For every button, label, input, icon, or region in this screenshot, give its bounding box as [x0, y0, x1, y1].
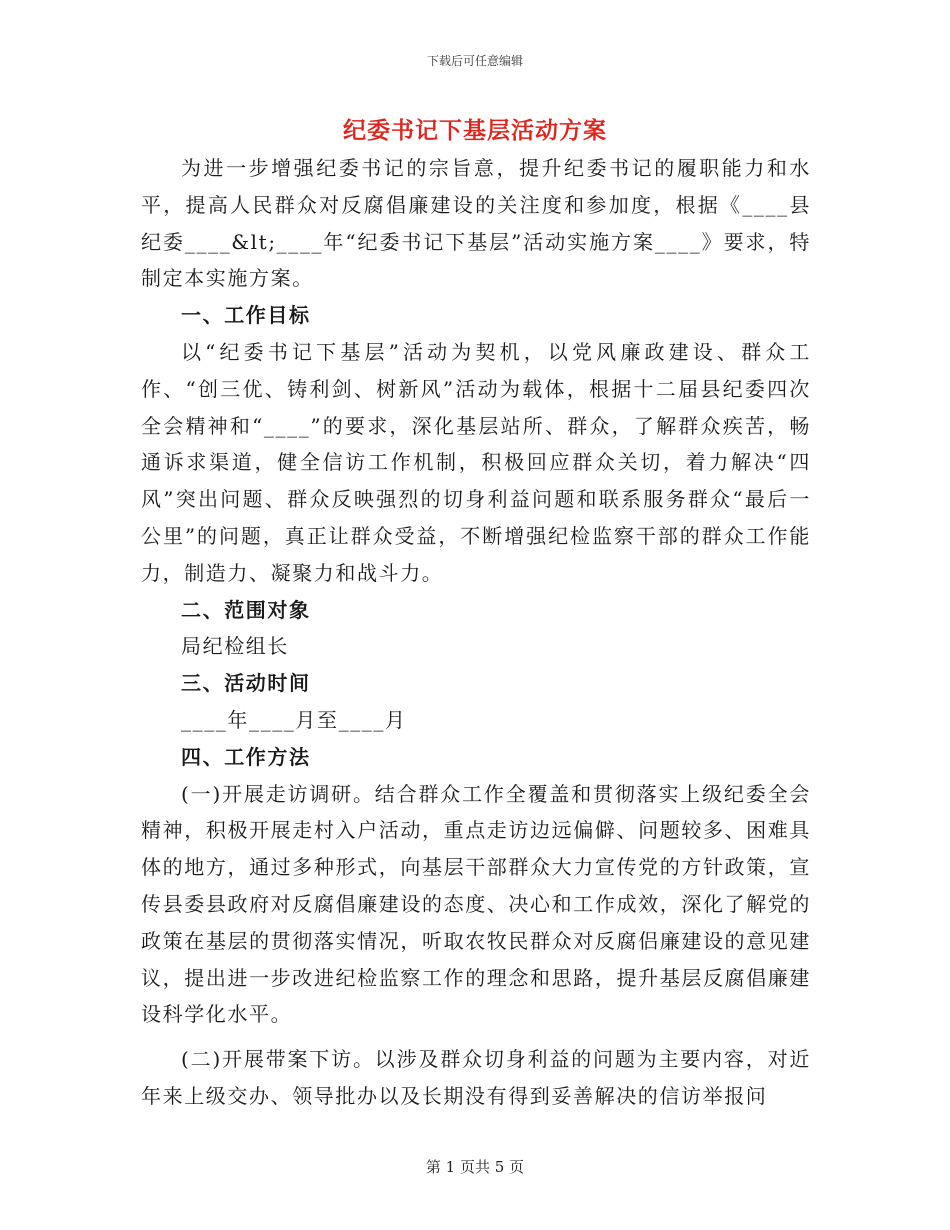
- section-heading-methods: 四、工作方法: [181, 744, 311, 769]
- section-heading-scope: 二、范围对象: [181, 597, 311, 622]
- section-heading-time: 三、活动时间: [181, 671, 311, 696]
- document-body: [141, 150, 811, 1115]
- page-footer: 第 1 页共 5 页: [425, 1158, 525, 1176]
- header-note: 下载后可任意编辑: [426, 54, 523, 68]
- goals-paragraph: 以“纪委书记下基层”活动为契机，以党风廉政建设、群众工作、“创三优、铸利剑、树新风”活动为载体，根据十二届县纪委四次全会精神和“____”的要求，深化基层站所、群众，了解群众疾苦，畅通诉求渠道，健全信访工作机制，积极回应群众关切，着力解决“四风”突出问题、群众反映强烈的切身利益问题和联系服务群众“最后一公里”的问题，真正让群众受益，不断增强纪检监察干部的群众工作能力，制造力、凝聚力和战斗力。: [141, 339, 811, 585]
- methods-paragraph-1: (一)开展走访调研。结合群众工作全覆盖和贯彻落实上级纪委全会精神，积极开展走村入户活动，重点走访边远偏僻、问题较多、困难具体的地方，通过多种形式，向基层干部群众大力宣传党的方针政策，宣传县委县政府对反腐倡廉建设的态度、决心和工作成效，深化了解党的政策在基层的贯彻落实情况，听取农牧民群众对反腐侣廉建设的意见建议，提出进一步改进纪检监察工作的理念和思路，提升基层反腐倡廉建设科学化水平。: [141, 781, 811, 1027]
- time-paragraph: ____年____月至____月: [181, 707, 407, 732]
- scope-paragraph: 局纪检组长: [181, 634, 289, 659]
- methods-paragraph-2: (二)开展带案下访。以涉及群众切身利益的问题为主要内容，对近年来上级交办、领导批办以及长期没有得到妥善解决的信访举报问: [141, 1047, 811, 1108]
- section-heading-goals: 一、工作目标: [181, 303, 311, 328]
- document-title: 纪委书记下基层活动方案: [343, 118, 607, 144]
- intro-paragraph: 为进一步增强纪委书记的宗旨意，提升纪委书记的履职能力和水平，提高人民群众对反腐倡廉建设的关注度和参加度，根据《____县纪委____&lt;____年“纪委书记下基层”活动实施方案____》要求，特制定本实施方案。: [141, 156, 811, 291]
